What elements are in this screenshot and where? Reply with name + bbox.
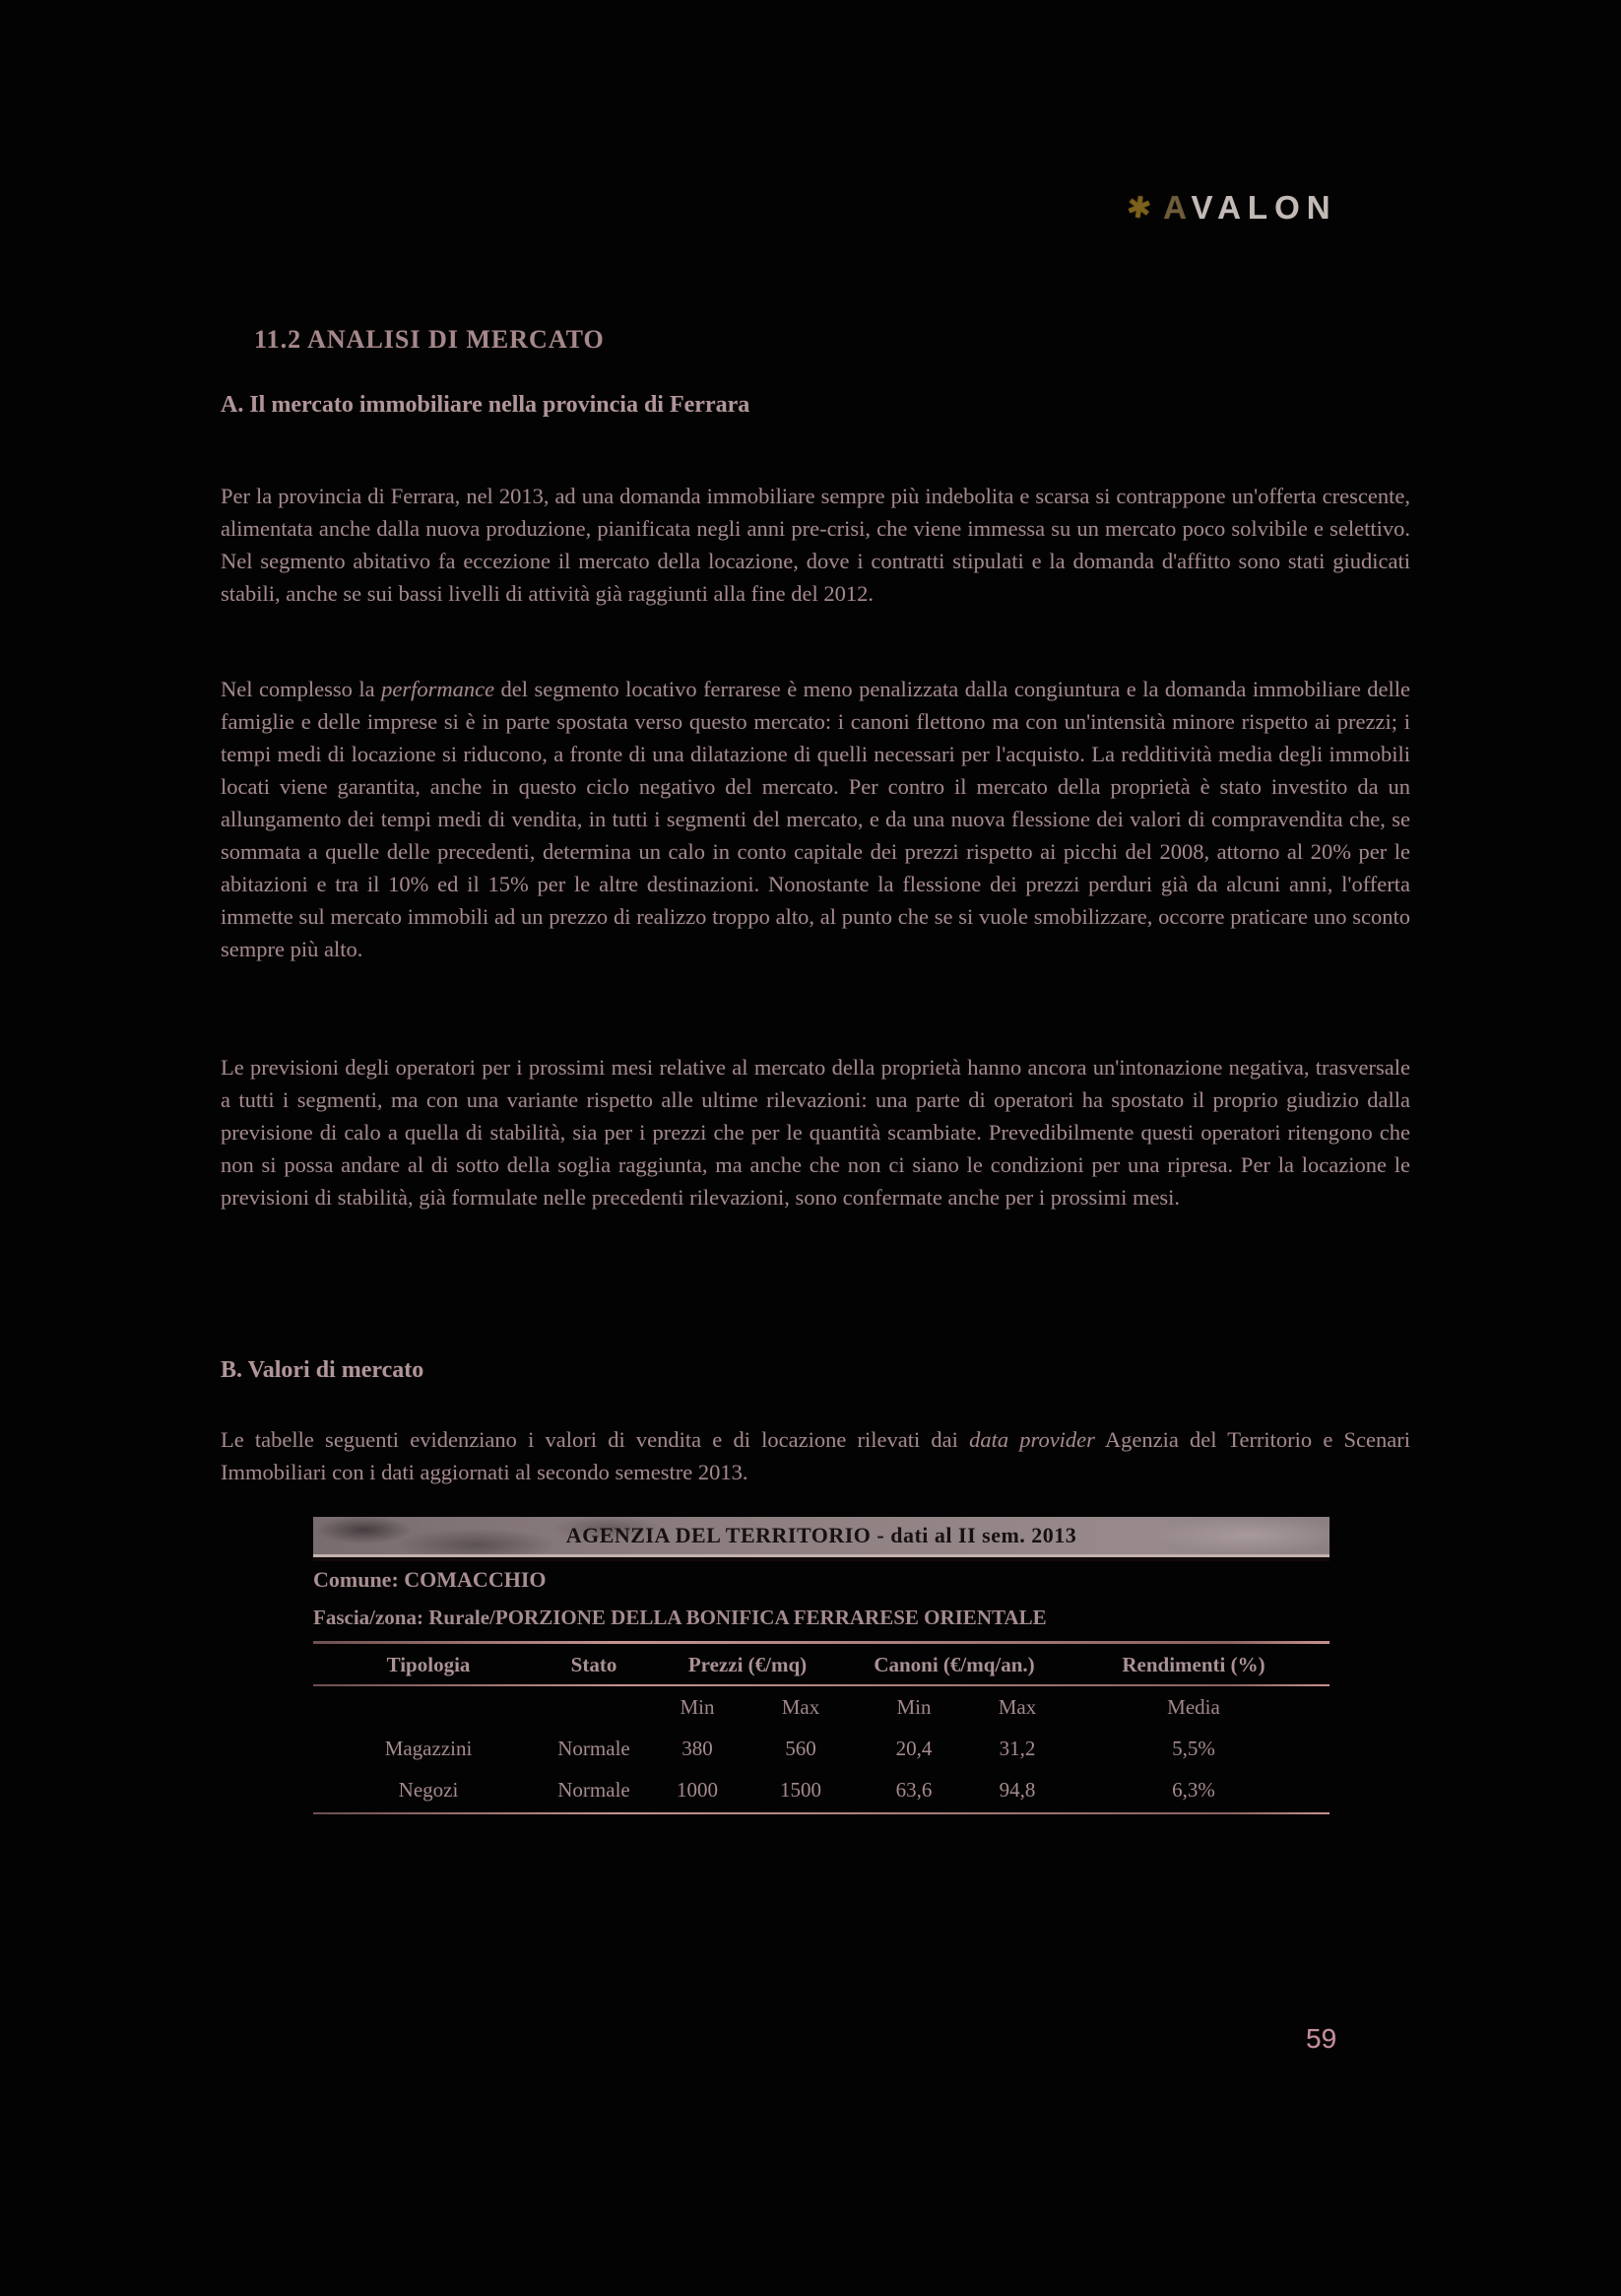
table-title-band: AGENZIA DEL TERRITORIO - dati al II sem. 2013 bbox=[313, 1517, 1329, 1557]
cell-canone-min: 20,4 bbox=[895, 1737, 933, 1760]
subheader-empty-2 bbox=[544, 1695, 644, 1720]
column-header-stato: Stato bbox=[570, 1653, 617, 1676]
subheader-canoni-min: Min bbox=[896, 1695, 932, 1719]
paragraph-market-overview: Per la provincia di Ferrara, nel 2013, ad una domanda immobiliare sempre più indebolita e scarsa si contrappone un'offerta crescente, alimentata anche dalla nuova produzione, pianificata negli anni pre-crisi, che viene immessa su un mercato poco solvibile e selettivo. Nel segmento abitativo fa eccezione il mercato della locazione, dove i contratti stipulati e la domanda d'affitto sono stati giudicati stabili, anche se sui bassi livelli di attività già raggiunti alla fine del 2012. bbox=[221, 483, 1410, 606]
paragraph-2-italic: performance bbox=[381, 676, 495, 701]
market-values-table bbox=[313, 1517, 1329, 1814]
paragraph-4-pre: Le tabelle seguenti evidenziano i valori di vendita e di locazione rilevati dai bbox=[221, 1426, 970, 1452]
cell-rendimento: 6,3% bbox=[1172, 1778, 1215, 1802]
sparkle-icon: ✱ bbox=[1124, 188, 1154, 228]
table-comune-line: Comune: COMACCHIO bbox=[313, 1567, 547, 1592]
column-header-canoni: Canoni (€/mq/an.) bbox=[874, 1653, 1035, 1676]
paragraph-4-italic: data provider bbox=[969, 1426, 1095, 1452]
page-number: 59 bbox=[1306, 2023, 1337, 2054]
cell-stato: Normale bbox=[557, 1737, 630, 1760]
logo-text: AVALON bbox=[1163, 189, 1337, 226]
paragraph-performance bbox=[221, 673, 1410, 965]
paragraph-2-post: del segmento locativo ferrarese è meno penalizzata dalla congiuntura e la domanda immobiliare delle famiglie e delle imprese si è in parte spostata verso questo mercato: i canoni flettono ma con un'intensità minore rispetto ai prezzi; i tempi medi di locazione si riducono, a fronte di una dilatazione di quelli necessari per l'acquisto. La redditività media degli immobili locati viene garantita, anche in questo ciclo negativo del mercato. Per contro il mercato della proprietà è stato investito da un allungamento dei tempi medi di vendita, in tutti i segmenti del mercato, e da una nuova flessione dei valori di compravendita che, se sommata a quelle delle precedenti, determina un calo in conto capitale dei prezzi rispetto ai picchi del 2008, attorno al 20% per le abitazioni e tra il 10% ed il 15% per le altre destinazioni. Nonostante la flessione dei prezzi perduri già da alcuni anni, l'offerta immette sul mercato immobili ad un prezzo di realizzo troppo alto, al punto che se si vuole smobilizzare, occorre praticare uno sconto sempre più alto. bbox=[221, 676, 1411, 961]
section-a-heading: A. Il mercato immobiliare nella provincia di Ferrara bbox=[221, 392, 750, 418]
table-rule-under-headers bbox=[313, 1684, 1329, 1686]
subheader-empty-1 bbox=[313, 1695, 544, 1720]
cell-rendimento: 5,5% bbox=[1172, 1737, 1215, 1760]
paragraph-forecast: Le previsioni degli operatori per i prossimi mesi relative al mercato della proprietà hanno ancora un'intonazione negativa, trasversale a tutti i segmenti, ma con una variante rispetto alle ultime rilevazioni: una parte di operatori ha spostato il proprio giudizio dalla previsione di calo a quella di stabilità, sia per i prezzi che per le quantità scambiate. Prevedibilmente questi operatori ritengono che non si possa andare al di sotto della soglia raggiunta, ma anche che non ci siano le condizioni per una ripresa. Per la locazione le previsioni di stabilità, già formulate nelle precedenti rilevazioni, sono confermate anche per i prossimi mesi. bbox=[221, 1054, 1410, 1210]
table-rule-bottom bbox=[313, 1812, 1329, 1814]
table-fascia-line: Fascia/zona: Rurale/PORZIONE DELLA BONIFICA FERRARESE ORIENTALE bbox=[313, 1606, 1047, 1629]
paragraph-2-pre: Nel complesso la bbox=[221, 676, 382, 701]
column-header-tipologia: Tipologia bbox=[386, 1653, 471, 1676]
cell-canone-max: 31,2 bbox=[999, 1737, 1036, 1760]
table-row bbox=[313, 1778, 1329, 1803]
column-header-rendimenti: Rendimenti (%) bbox=[1122, 1653, 1265, 1676]
cell-prezzo-min: 1000 bbox=[677, 1778, 718, 1802]
column-header-prezzi: Prezzi (€/mq) bbox=[687, 1653, 808, 1676]
table-rule-top bbox=[313, 1641, 1329, 1644]
cell-tipologia: Negozi bbox=[398, 1778, 459, 1802]
subheader-prezzi-min: Min bbox=[680, 1695, 715, 1719]
cell-canone-min: 63,6 bbox=[895, 1778, 933, 1802]
cell-prezzo-max: 560 bbox=[785, 1737, 816, 1760]
table-row bbox=[313, 1737, 1329, 1761]
cell-prezzo-min: 380 bbox=[681, 1737, 713, 1760]
subheader-prezzi-max: Max bbox=[781, 1695, 820, 1719]
section-b-heading: B. Valori di mercato bbox=[221, 1357, 424, 1383]
paragraph-table-intro bbox=[221, 1423, 1410, 1488]
table-subheader-row bbox=[313, 1695, 1329, 1720]
paragraph-4-post: Agenzia del Territorio e Scenari Immobiliari con i dati aggiornati al secondo semestre 2013. bbox=[221, 1426, 1410, 1484]
cell-tipologia: Magazzini bbox=[384, 1737, 473, 1760]
subheader-rendimenti-media: Media bbox=[1167, 1695, 1220, 1719]
avalon-logo bbox=[1124, 188, 1337, 228]
table-header-row bbox=[313, 1653, 1329, 1677]
cell-stato: Normale bbox=[557, 1778, 630, 1802]
cell-prezzo-max: 1500 bbox=[780, 1778, 821, 1802]
section-number-heading: 11.2 ANALISI DI MERCATO bbox=[254, 325, 605, 354]
cell-canone-max: 94,8 bbox=[999, 1778, 1036, 1802]
subheader-canoni-max: Max bbox=[998, 1695, 1037, 1719]
